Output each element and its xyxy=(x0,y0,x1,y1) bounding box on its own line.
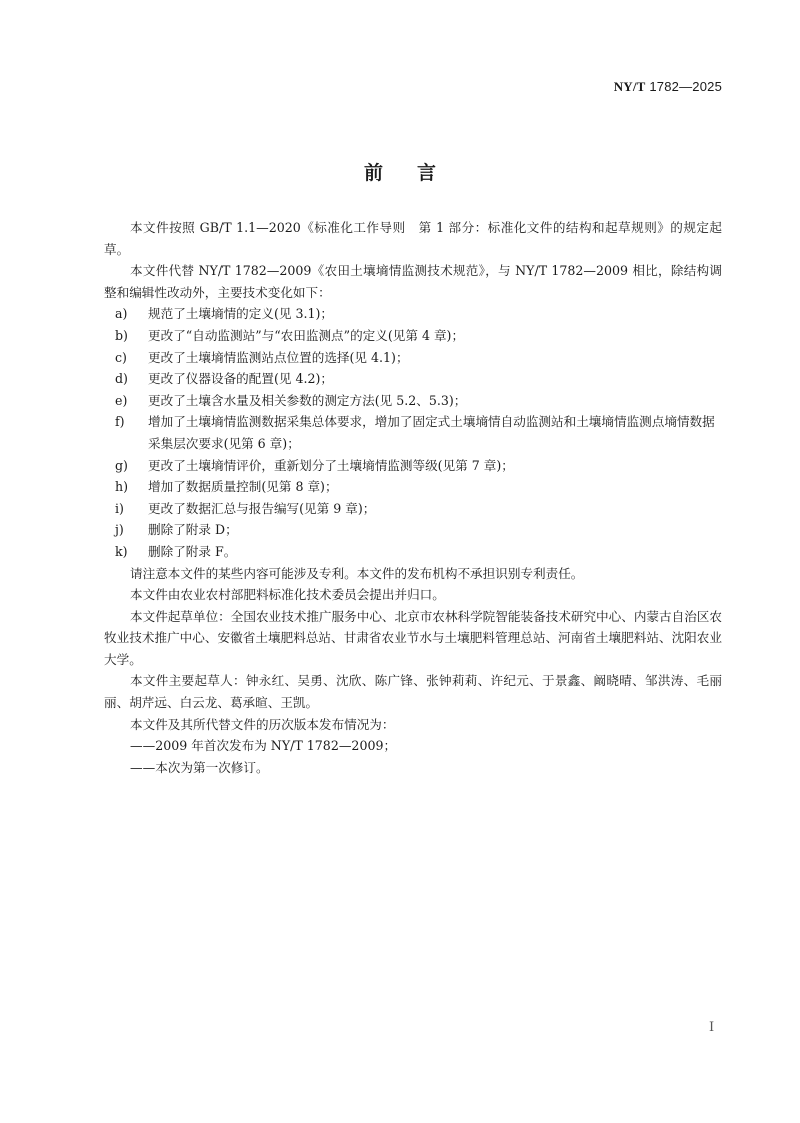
title-char-2: 言 xyxy=(417,162,437,184)
list-item-text: 更改了仪器设备的配置(见 4.2)； xyxy=(148,371,333,387)
list-item-text: 增加了土壤墒情监测数据采集总体要求，增加了固定式土壤墒情自动监测站和土壤墒情监测点墒情数据采集层次要求(见第 6 章)； xyxy=(148,414,715,451)
list-item-text: 更改了“自动监测站”与“农田监测点”的定义(见第 4 章)； xyxy=(148,327,465,343)
list-item-label: e) xyxy=(115,392,128,408)
list-item-text: 删除了附录 F。 xyxy=(148,543,237,559)
list-item-text: 规范了土壤墒情的定义(见 3.1)； xyxy=(148,306,333,322)
list-item xyxy=(104,390,722,412)
paragraph-patent-notice: 请注意本文件的某些内容可能涉及专利。本文件的发布机构不承担识别专利责任。 xyxy=(130,565,584,581)
list-item-text: 删除了附录 D； xyxy=(148,522,238,538)
paragraph-drafting-units: 本文件起草单位：全国农业技术推广服务中心、北京市农林科学院智能装备技术研究中心、内蒙古自治区农牧业技术推广中心、安徽省土壤肥料总站、甘肃省农业节水与土壤肥料管理总站、河南省土壤肥料站、沈阳农业大学。 xyxy=(104,608,722,667)
list-item-label: k) xyxy=(115,543,128,559)
standard-number: 1782—2025 xyxy=(649,79,722,94)
list-item-label: f) xyxy=(115,414,125,430)
list-item-text: 更改了数据汇总与报告编写(见第 9 章)； xyxy=(148,500,376,516)
list-item xyxy=(104,498,722,520)
list-item-label: g) xyxy=(115,457,128,473)
list-item xyxy=(104,519,722,541)
list-item xyxy=(104,325,722,347)
list-item-label: h) xyxy=(115,479,129,495)
list-item-text: 更改了土壤含水量及相关参数的测定方法(见 5.2、5.3)； xyxy=(148,392,467,408)
list-item xyxy=(104,368,722,390)
page-number: I xyxy=(709,1020,715,1035)
list-item-text: 更改了土壤墒情监测站点位置的选择(见 4.1)； xyxy=(148,349,409,365)
history-item: ——本次为第一次修订。 xyxy=(130,759,269,775)
title-char-1: 前 xyxy=(363,162,383,184)
list-item-text: 增加了数据质量控制(见第 8 章)； xyxy=(148,479,338,495)
list-item-label: i) xyxy=(115,500,124,516)
paragraph-replacement: 本文件代替 NY/T 1782—2009《农田土壤墒情监测技术规范》，与 NY/T 1782—2009 相比，除结构调整和编辑性改动外，主要技术变化如下： xyxy=(104,263,722,300)
paragraph-drafting-rules: 本文件按照 GB/T 1.1—2020《标准化工作导则 第 1 部分：标准化文件的结构和起草规则》的规定起草。 xyxy=(104,220,722,257)
list-item xyxy=(104,455,722,477)
list-item-label: b) xyxy=(115,327,128,343)
history-item: ——2009 年首次发布为 NY/T 1782—2009； xyxy=(130,738,397,754)
list-item xyxy=(104,541,722,563)
page-title xyxy=(0,158,800,185)
paragraph-drafters: 本文件主要起草人：钟永红、吴勇、沈欣、陈广锋、张钟莉莉、许纪元、于景鑫、阚晓晴、邹洪涛、毛丽丽、胡芹远、白云龙、葛承暄、王凯。 xyxy=(104,673,722,711)
list-item-label: c) xyxy=(115,349,127,365)
list-item xyxy=(104,347,722,369)
list-item xyxy=(104,303,722,325)
standard-prefix: NY/T xyxy=(613,79,646,94)
paragraph-version-history: 本文件及其所代替文件的历次版本发布情况为： xyxy=(130,716,395,732)
foreword-body xyxy=(104,217,722,778)
list-item-text: 更改了土壤墒情评价，重新划分了土壤墒情监测等级(见第 7 章)； xyxy=(148,457,514,473)
list-item-label: a) xyxy=(115,306,128,322)
standard-code xyxy=(614,79,722,95)
list-item-label: d) xyxy=(115,371,128,387)
list-item-label: j) xyxy=(115,522,124,538)
paragraph-proposer: 本文件由农业农村部肥料标准化技术委员会提出并归口。 xyxy=(130,587,445,603)
changes-list xyxy=(104,303,722,562)
list-item xyxy=(104,411,722,454)
list-item xyxy=(104,476,722,498)
